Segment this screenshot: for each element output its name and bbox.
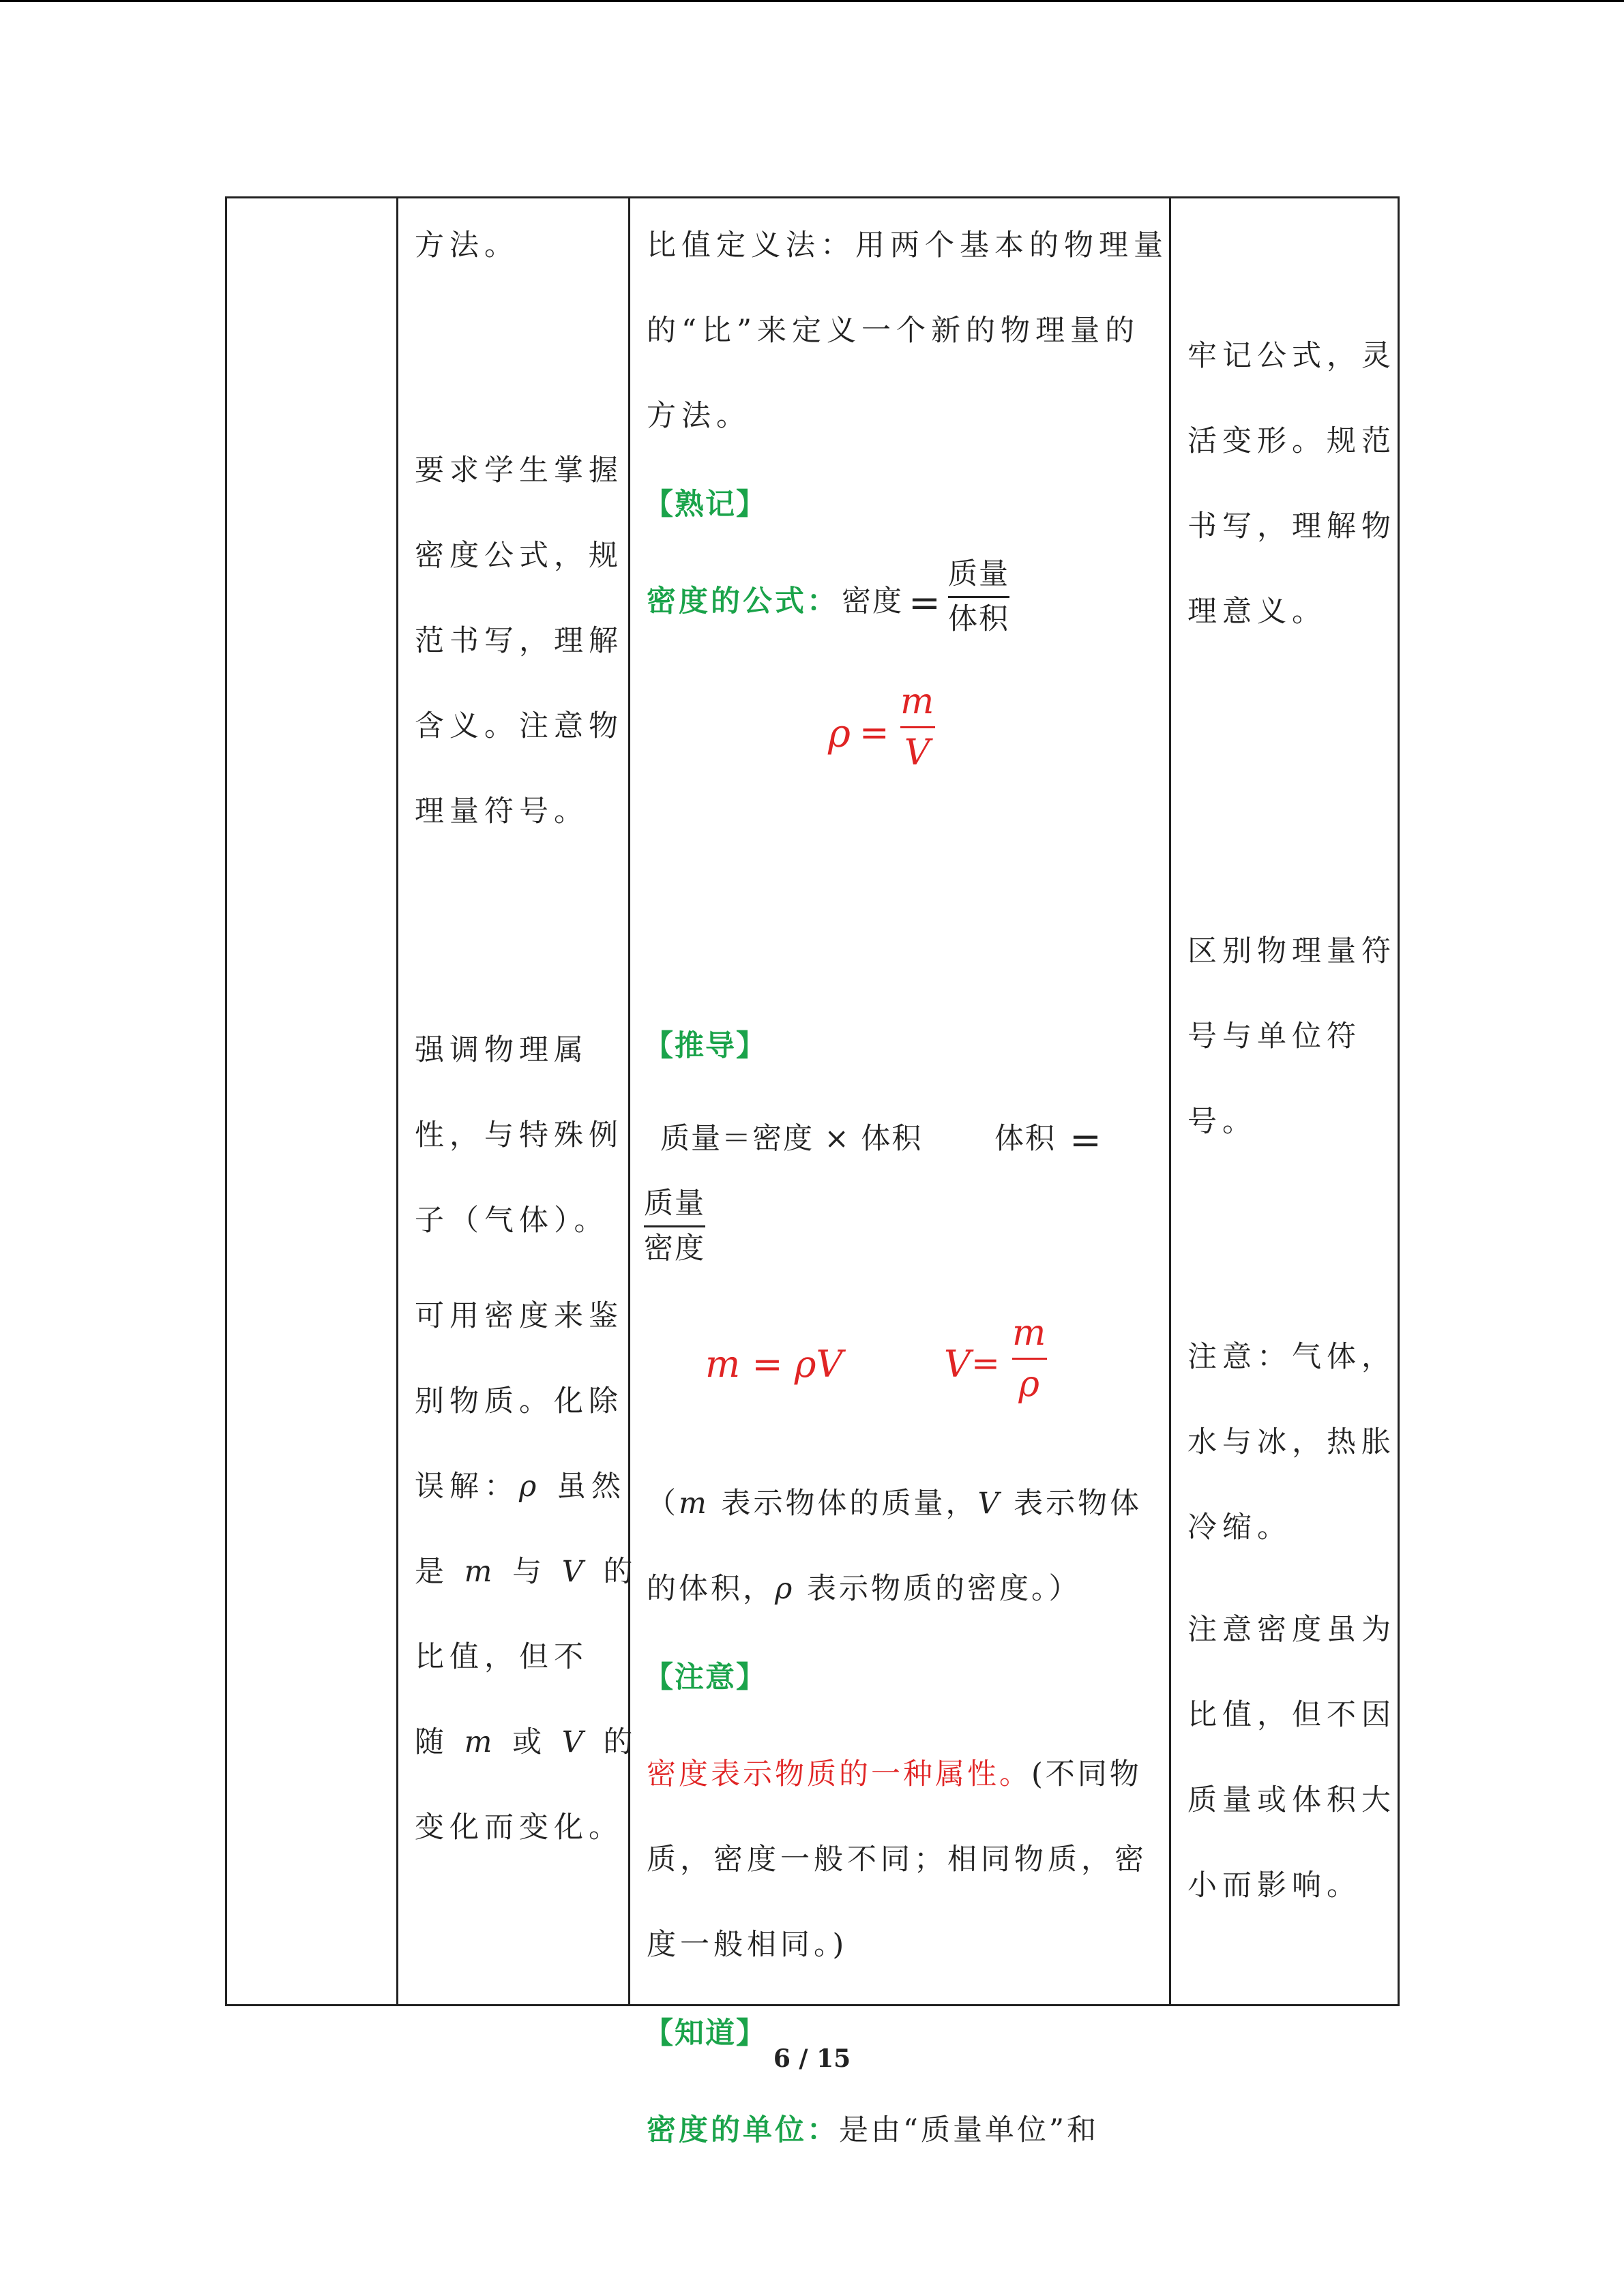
fraction-numerator: 质量 [948,557,1009,591]
text-run: 表示物体的质量， [709,1487,978,1521]
symbol-v: V [561,1725,589,1759]
formula-equals: = [971,1343,1000,1383]
text-line: 性，与特殊例 [415,1118,623,1152]
fraction-denominator: 密度 [644,1232,705,1266]
symbol-m: m [679,1487,709,1521]
fraction-m-over-v [900,681,936,773]
text-line: 比值定义法：用两个基本的物理量 [647,228,1168,263]
text-run: 随 [415,1725,464,1759]
text-run: 表示物质的密度。） [795,1572,1081,1606]
symbol-v: V [561,1555,589,1589]
text-line: 质，密度一般不同；相同物质，密 [647,1843,1148,1877]
text-line: 子（气体）。 [415,1204,609,1238]
equals-sign: = [1069,1118,1102,1163]
text-line: 方法。 [647,399,751,433]
text-line: 水与冰，热胀 [1187,1425,1396,1459]
heading-zhuyi: 【注意】 [644,1660,767,1695]
text-run: （ [647,1487,679,1521]
text-line [647,2113,1099,2147]
formula-v: V [944,1343,971,1386]
table-cell-col2 [398,198,638,2004]
text-line: 范书写，理解 [415,624,623,658]
fraction-numerator: 质量 [644,1187,705,1221]
fraction-bar [948,596,1009,598]
fraction-numerator: m [900,681,936,722]
text-run: 虽然 [542,1470,626,1504]
text-run: 的体积， [647,1572,775,1606]
text-line: 区别物理量符 [1187,934,1396,968]
symbol-v: V [977,1487,1002,1521]
text-run: (不同物 [1031,1757,1142,1791]
text-line [415,1725,638,1759]
text-line [647,1572,1081,1606]
heading-shuji: 【熟记】 [644,488,767,522]
text-line: 可用密度来鉴 [415,1299,623,1333]
fraction-bar [644,1225,705,1227]
derivation-mass: 质量＝密度 × 体积 [660,1122,923,1156]
text-line: 度一般相同。) [647,1928,848,1962]
text-line: 强调物理属 [415,1033,589,1067]
text-line: 质量或体积大 [1187,1783,1396,1817]
text-line: 的“比”来定义一个新的物理量的 [647,314,1140,348]
text-run: 与 [497,1555,562,1589]
text-line: 活变形。规范 [1187,424,1396,458]
text-line: 注意密度虽为 [1187,1613,1396,1647]
note-red-text: 密度表示物质的一种属性。 [647,1757,1031,1791]
symbol-m: m [464,1555,498,1589]
symbol-m: m [464,1725,498,1759]
text-line: 比值，但不 [415,1640,589,1674]
formula-equals: = [859,713,889,754]
fraction-bar [1012,1358,1047,1360]
text-line: 书写，理解物 [1187,509,1396,543]
table-cell-col4 [1171,198,1398,2004]
page-number: 6 / 15 [773,2044,851,2073]
text-line: 方法。 [415,228,519,263]
text-run: 是 [415,1555,464,1589]
heading-zhidao: 【知道】 [644,2016,767,2051]
text-line: 小而影响。 [1187,1868,1361,1903]
fraction-numerator: m [1012,1313,1048,1354]
text-line: 牢记公式，灵 [1187,339,1396,373]
fraction-mass-over-volume [948,557,1009,636]
text-run: 或 [497,1725,562,1759]
equals-sign: = [909,581,941,625]
page-top-edge [0,0,1624,2]
derivation-volume: 体积 [994,1122,1056,1156]
text-run: 是由“质量单位”和 [839,2113,1099,2147]
text-run: 表示物体 [1001,1487,1142,1521]
text-line: 冷缩。 [1187,1510,1292,1545]
formula-rho: ρ [828,712,851,756]
formula-label: 密度的公式： [647,584,839,618]
text-run: 的 [588,1555,638,1589]
text-line [415,1472,626,1502]
unit-label: 密度的单位： [647,2113,839,2147]
table-cell-col1 [227,198,396,2004]
text-line: 变化而变化。 [415,1810,623,1845]
fraction-mass-over-density [644,1189,705,1264]
text-line: 含义。注意物 [415,709,623,743]
text-line: 号。 [1187,1105,1257,1139]
symbol-rho: ρ [519,1470,542,1504]
text-line: 号与单位符 [1187,1019,1361,1054]
heading-tuidao: 【推导】 [644,1029,767,1063]
fraction-denominator: 体积 [948,602,1009,636]
fraction-denominator: V [904,732,932,773]
text-line [415,1557,638,1587]
text-line: 理量符号。 [415,794,589,829]
text-run: 误解： [415,1470,519,1504]
text-run: 的 [588,1725,638,1759]
text-line: 密度公式，规 [415,539,623,573]
text-line [647,1489,1142,1519]
formula-word-density: 密度 [842,584,903,618]
fraction-m-over-rho [1012,1313,1048,1405]
text-line: 比值，但不因 [1187,1698,1396,1732]
text-line: 要求学生掌握 [415,453,623,488]
text-line: 注意：气体， [1187,1340,1396,1374]
symbol-rho: ρ [775,1572,795,1606]
fraction-denominator: ρ [1018,1364,1041,1405]
formula-m-rho-v: m = ρV [705,1343,843,1386]
text-line [647,1757,1142,1791]
text-line: 别物质。化除 [415,1384,623,1418]
text-line: 理意义。 [1187,595,1327,629]
fraction-bar [900,726,935,728]
